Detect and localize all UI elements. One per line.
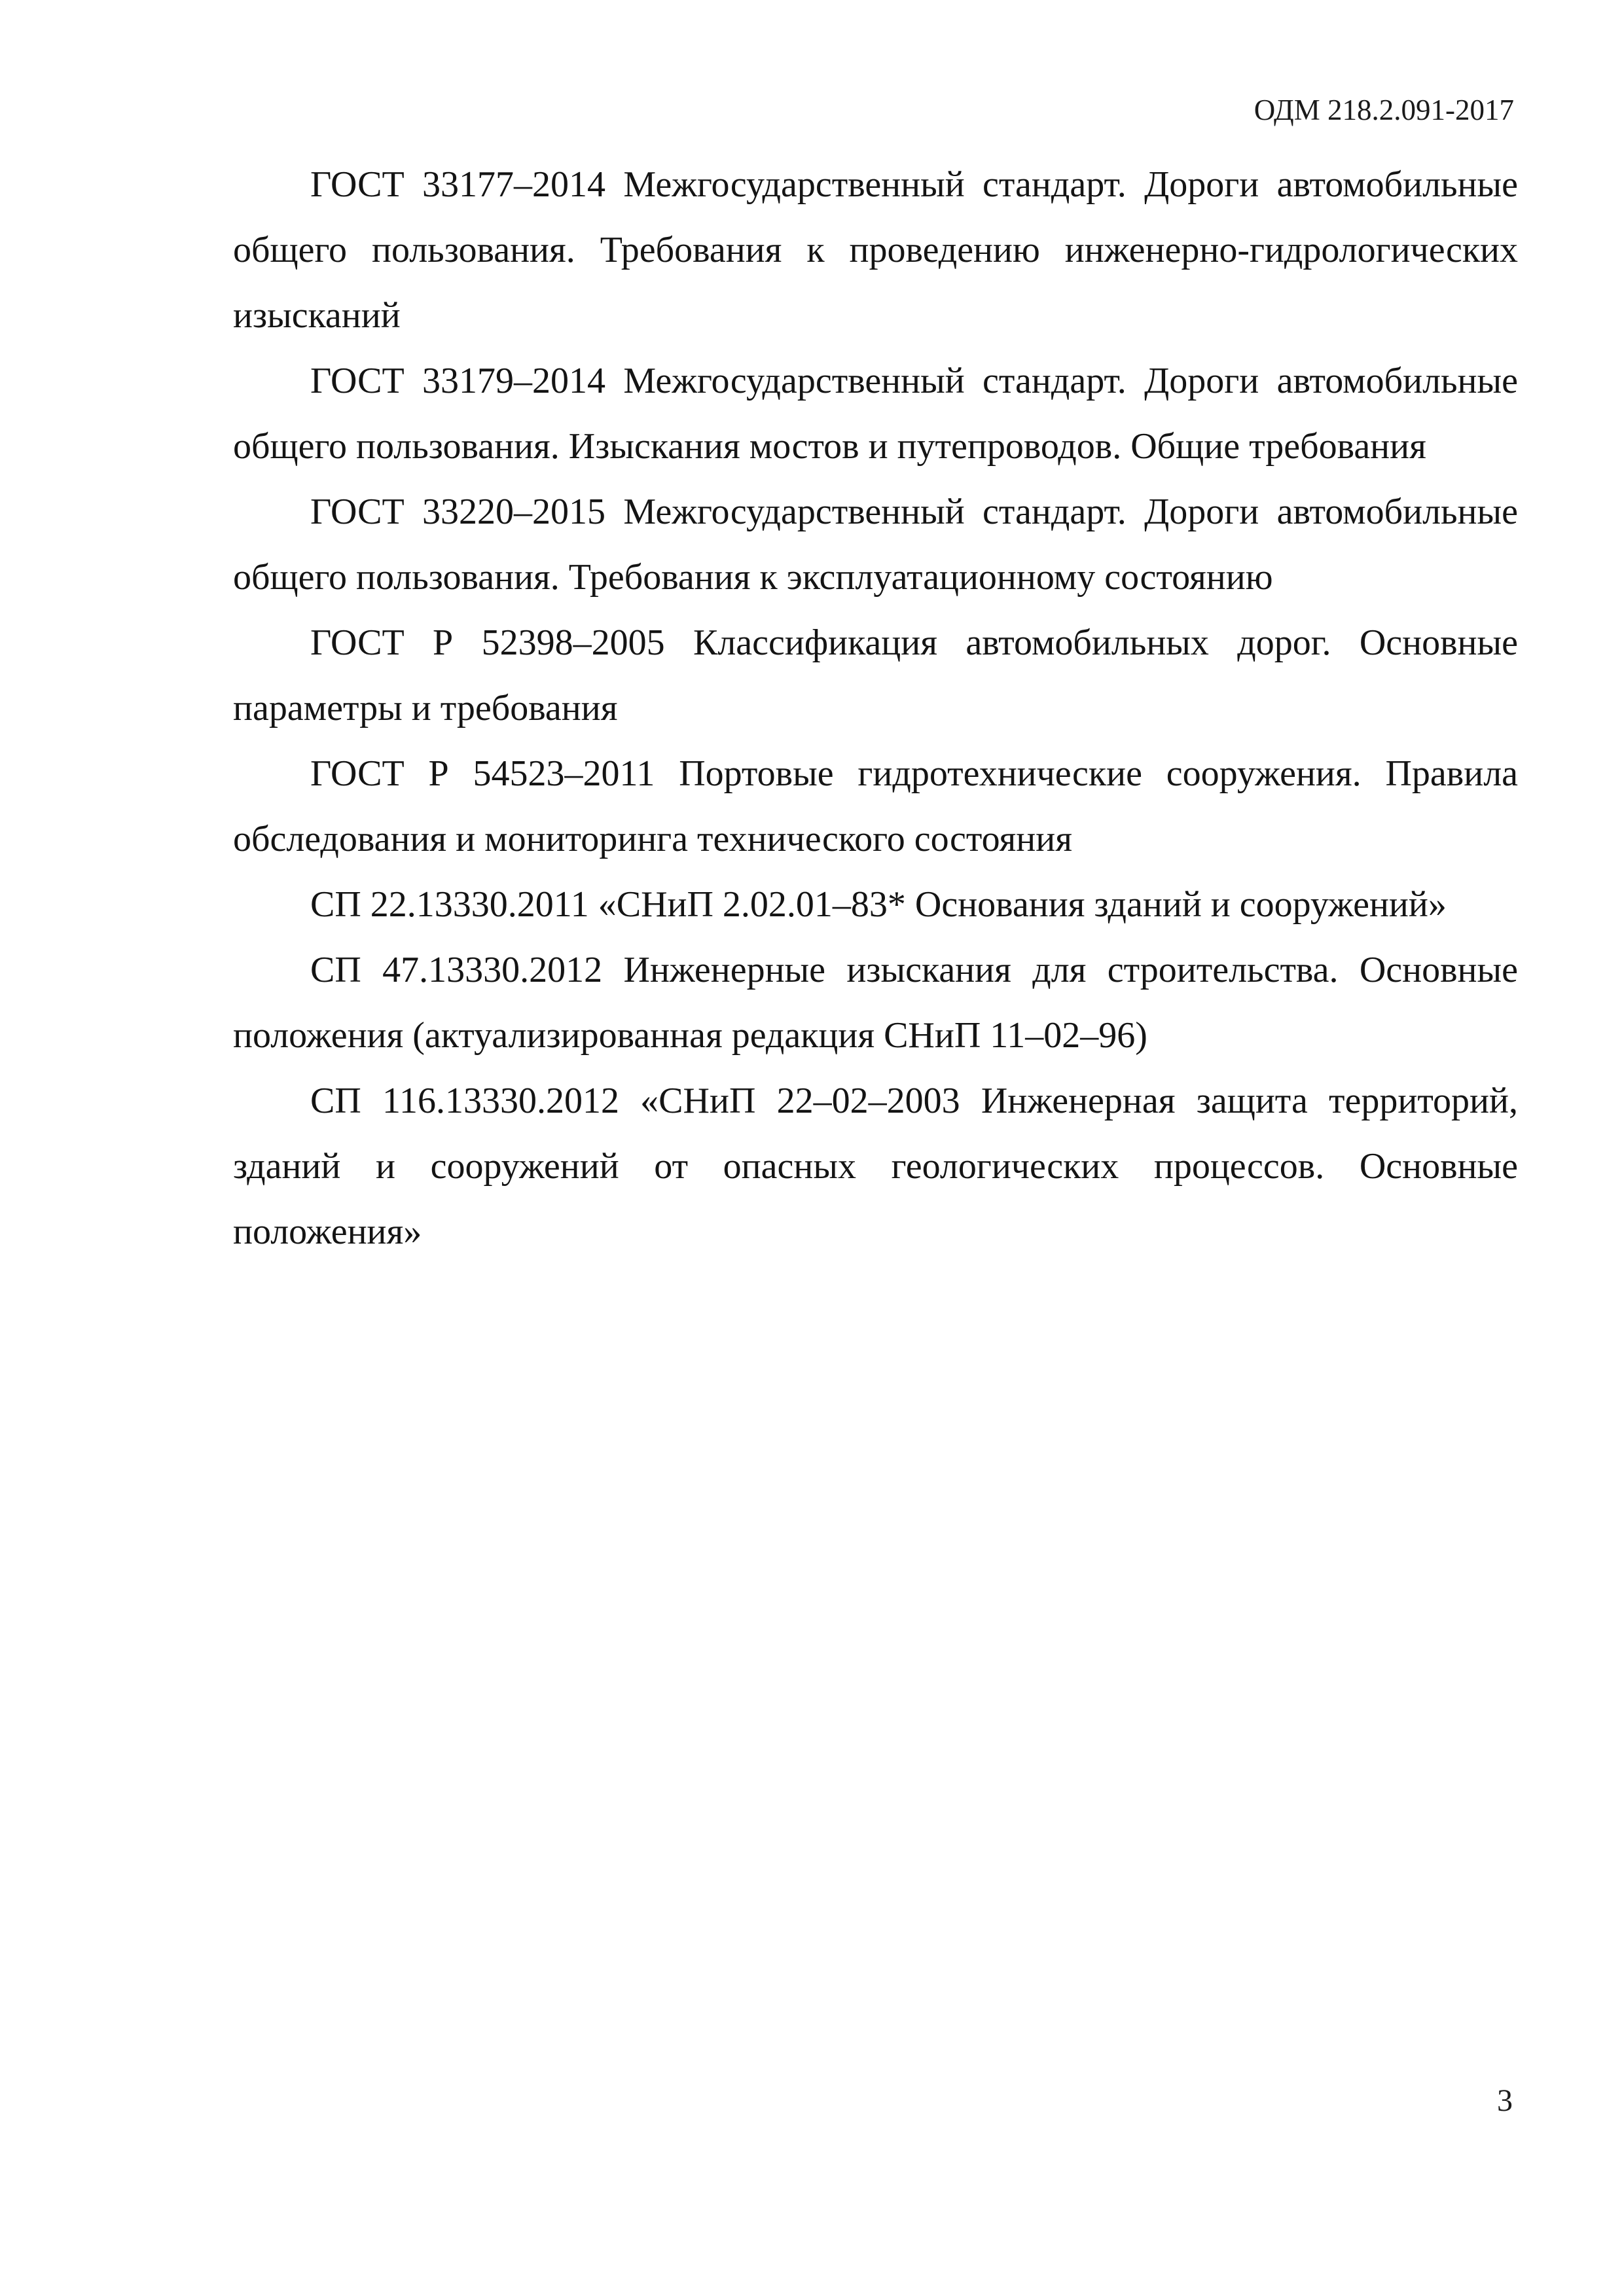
reference-item: ГОСТ Р 54523–2011 Портовые гидротехнические сооружения. Правила обследования и мониторинга технического состояния	[233, 753, 1518, 859]
document-code: ОДМ 218.2.091-2017	[1254, 94, 1514, 126]
reference-item: ГОСТ 33220–2015 Межгосударственный стандарт. Дороги автомобильные общего пользования. Требования к эксплуатационному состоянию	[233, 492, 1518, 598]
reference-item: СП 22.13330.2011 «СНиП 2.02.01–83* Основания зданий и сооружений»	[310, 884, 1447, 925]
page-number: 3	[1497, 2083, 1513, 2118]
reference-item: ГОСТ Р 52398–2005 Классификация автомобильных дорог. Основные параметры и требования	[233, 622, 1518, 728]
reference-item: ГОСТ 33177–2014 Межгосударственный стандарт. Дороги автомобильные общего пользования. Требования к проведению инженерно-гидрологических изысканий	[233, 164, 1518, 336]
reference-item: СП 116.13330.2012 «СНиП 22–02–2003 Инженерная защита территорий, зданий и сооружений от опасных геологических процессов. Основные положения»	[233, 1081, 1518, 1252]
references-list	[233, 152, 1518, 1265]
reference-item: ГОСТ 33179–2014 Межгосударственный стандарт. Дороги автомобильные общего пользования. Изыскания мостов и путепроводов. Общие требования	[233, 361, 1518, 467]
reference-item: СП 47.13330.2012 Инженерные изыскания для строительства. Основные положения (актуализированная редакция СНиП 11–02–96)	[233, 950, 1518, 1056]
